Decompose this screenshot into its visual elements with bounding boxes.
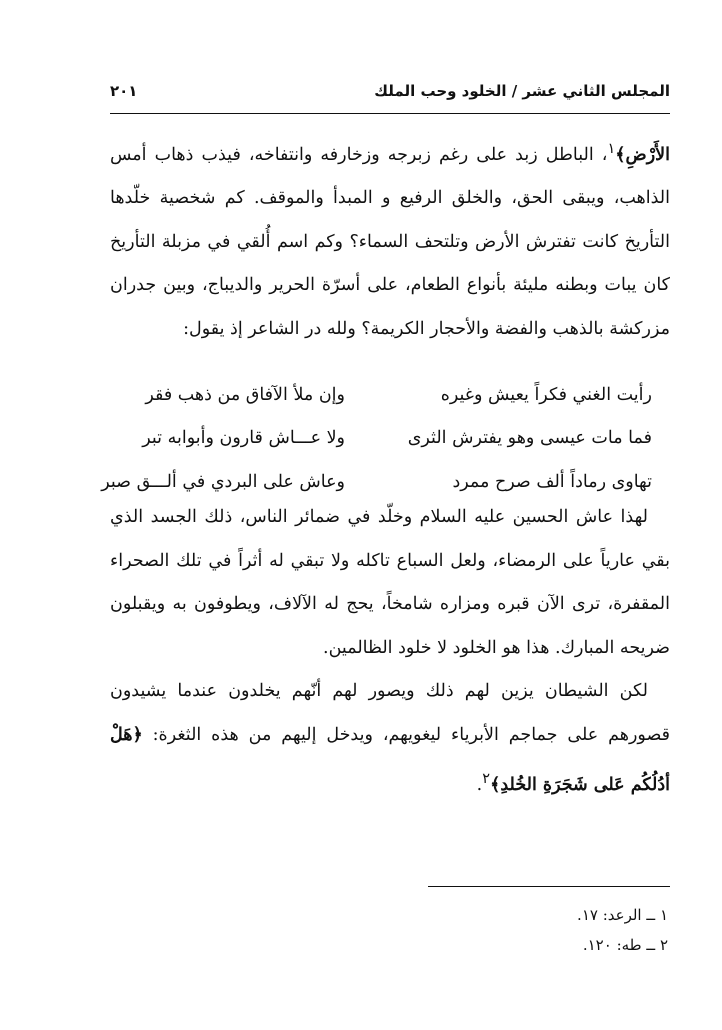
paragraph-3-end: .	[476, 774, 483, 795]
verse-second-hemistich: ولا عـــاش قارون وأبوابه تبر	[142, 428, 345, 449]
header-divider	[110, 113, 670, 114]
verse-second-hemistich: وعاش على البردي في ألـــق صبر	[101, 471, 345, 492]
poem-verse	[110, 417, 670, 461]
paragraph-3	[110, 670, 670, 807]
footnote-2: ٢ ــ طه: ١٢٠.	[582, 936, 668, 954]
quran-quote: ﴿هَلْ أدُلُكُم عَلى شَجَرَةِ الخُلدِ﴾	[110, 724, 670, 795]
page-header	[110, 76, 670, 106]
paragraph-1-text: ، الباطل زبد على رغم زبرجه وزخارفه وانتفاخه، فيذب ذهاب أمس الذاهب، ويبقى الحق، والخلق الرفيع و المبدأ والموقف. كم شخصية خلّدها التأريخ كانت تفترش الأرض وتلتحف السماء؟ وكم اسم أُلقي في مزبلة التأريخ كان يبات وبطنه مليئة بأنواع الطعام، على أسرّة الحرير والديباج، وبين جدران مزركشة بالذهب والفضة والأحجار الكريمة؟ ولله در الشاعر إذ يقول:	[110, 144, 670, 339]
footnote-ref-1: ١	[607, 140, 616, 157]
poem-block	[101, 373, 670, 504]
footnote-1: ١ ــ الرعد: ١٧.	[577, 906, 668, 924]
paragraph-3-text: لكن الشيطان يزين لهم ذلك ويصور لهم أنّهم يخلدون عندما يشيدون قصورهم على جماجم الأبرياء ليغويهم، ويدخل إليهم من هذه الثغرة:	[110, 681, 670, 745]
main-text-block-2	[110, 496, 670, 807]
quran-quote: الأَرْضِ﴾	[615, 144, 670, 165]
footnotes	[400, 900, 668, 960]
verse-second-hemistich: وإن ملأ الآفاق من ذهب فقر	[145, 384, 345, 405]
footnote-ref-2: ٢	[482, 770, 491, 787]
main-text-block	[110, 127, 670, 351]
footnote-divider	[428, 886, 670, 887]
page-number: ٢٠١	[110, 82, 138, 100]
running-title: المجلس الثاني عشر / الخلود وحب الملك	[374, 82, 670, 100]
verse-first-hemistich: تهاوى رماداً ألف صرح ممرد	[452, 471, 652, 492]
verse-first-hemistich: فما مات عيسى وهو يفترش الثرى	[407, 428, 652, 449]
poem-verse	[110, 373, 670, 417]
verse-first-hemistich: رأيت الغني فكراً يعيش وغيره	[440, 384, 652, 405]
paragraph-1	[110, 127, 670, 351]
paragraph-2: لهذا عاش الحسين عليه السلام وخلّد في ضمائر الناس، ذلك الجسد الذي بقي عارياً على الرمضاء، ولعل السباع تاكله ولا تبقي له أثراً في تلك الصحراء المقفرة، ترى الآن قبره ومزاره شامخاً، يحج له الآلاف، ويطوفون به ويقبلون ضريحه المبارك. هذا هو الخلود لا خلود الظالمين.	[110, 507, 670, 658]
